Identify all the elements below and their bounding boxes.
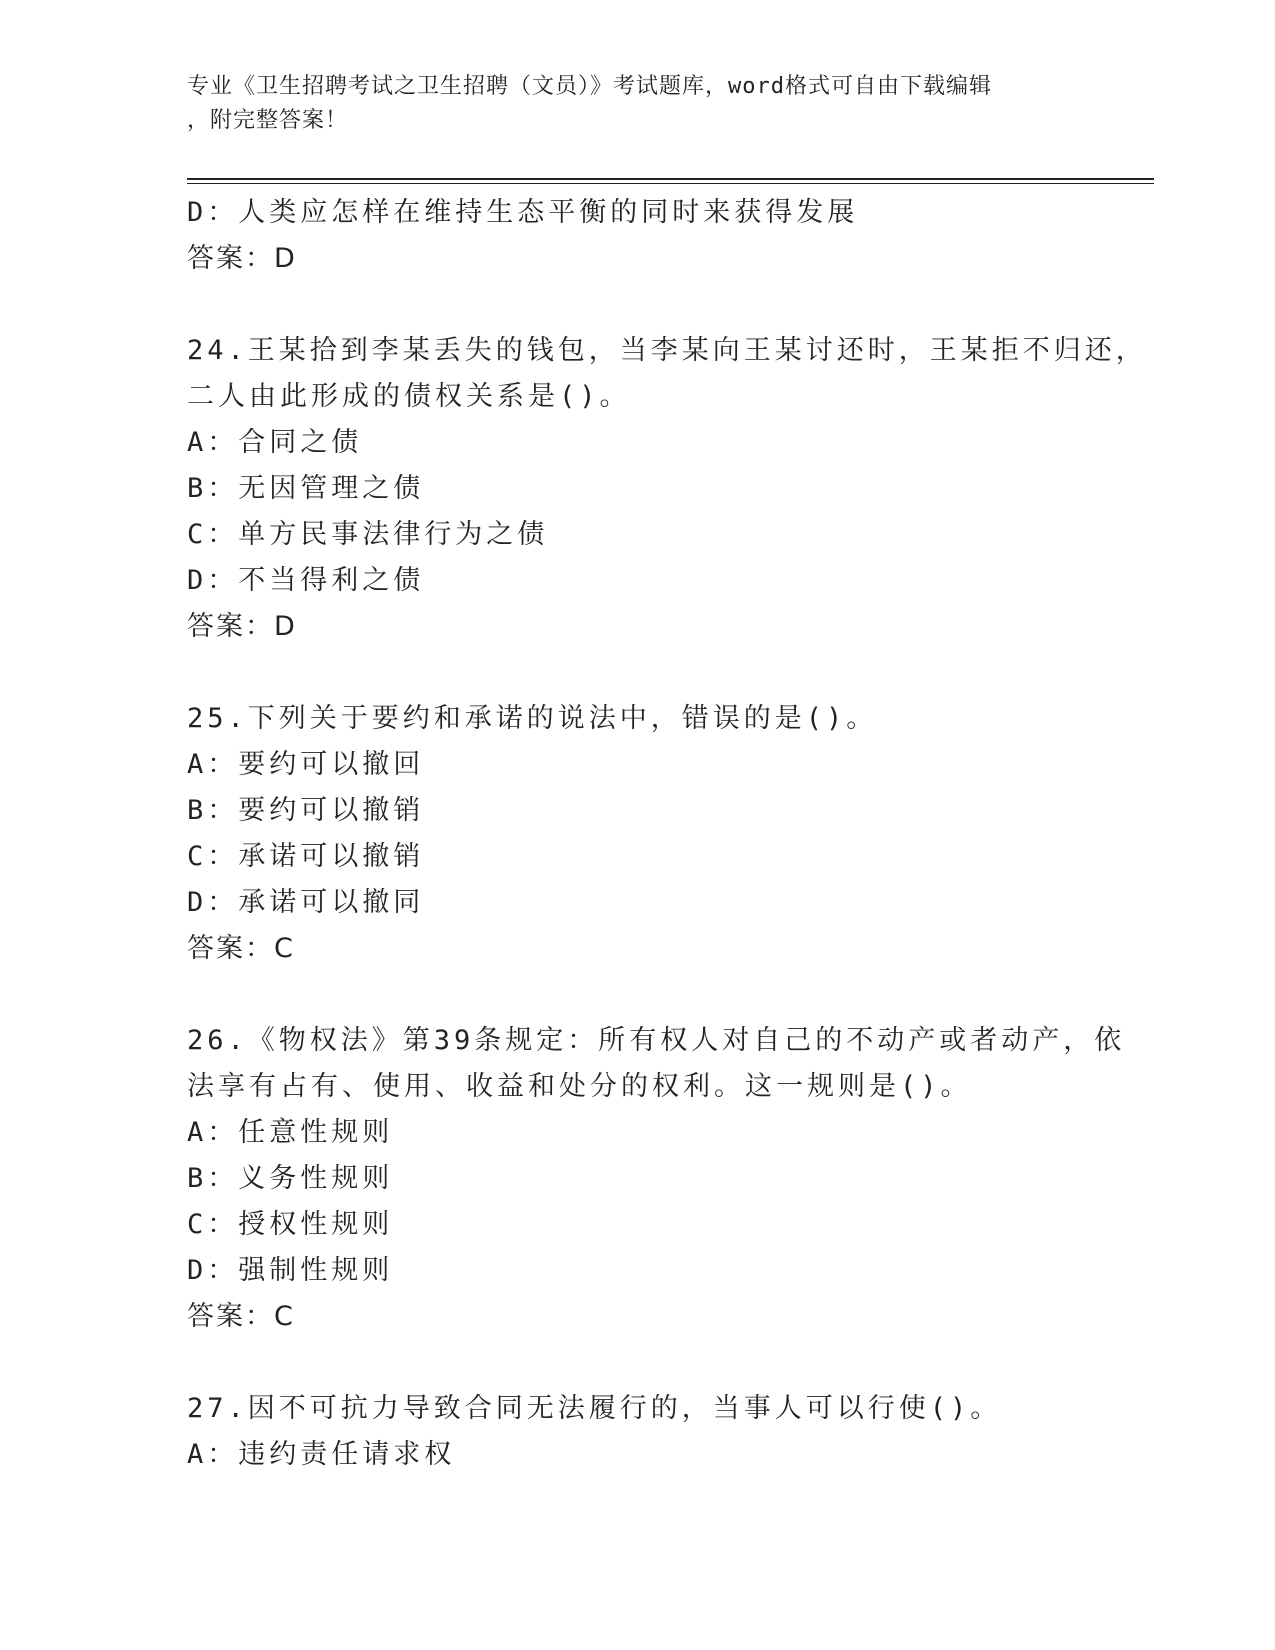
- option-d: D：不当得利之债: [187, 565, 425, 596]
- question-27: [187, 1386, 1137, 1478]
- option-b: B：要约可以撤销: [187, 795, 425, 826]
- option-c: C：承诺可以撤销: [187, 841, 425, 872]
- header-line-2: ，附完整答案！: [187, 108, 349, 133]
- question-stem-cont: 二人由此形成的债权关系是()。: [187, 381, 631, 412]
- answer-line: 答案：D: [187, 611, 297, 642]
- header-divider-thin: [187, 183, 1154, 184]
- question-stem: 25.下列关于要约和承诺的说法中，错误的是()。: [187, 703, 878, 734]
- header-divider-thick: [187, 178, 1154, 180]
- question-24: [187, 328, 1147, 650]
- option-a: A：违约责任请求权: [187, 1439, 456, 1470]
- answer-line: 答案：C: [187, 933, 295, 964]
- option-d: D：人类应怎样在维持生态平衡的同时来获得发展: [187, 197, 859, 228]
- option-c: C：授权性规则: [187, 1209, 394, 1240]
- option-a: A：任意性规则: [187, 1117, 394, 1148]
- option-d: D：承诺可以撤同: [187, 887, 425, 918]
- option-a: A：合同之债: [187, 427, 363, 458]
- question-stem: 26.《物权法》第39条规定：所有权人对自己的不动产或者动产，依: [187, 1025, 1126, 1056]
- question-stem: 24.王某拾到李某丢失的钱包，当李某向王某讨还时，王某拒不归还，: [187, 335, 1147, 366]
- question-25: [187, 696, 1137, 972]
- answer-line: 答案：C: [187, 1301, 295, 1332]
- option-b: B：义务性规则: [187, 1163, 394, 1194]
- question-26: [187, 1018, 1137, 1340]
- question-content: [187, 190, 1147, 1478]
- header-line-1: 专业《卫生招聘考试之卫生招聘（文员）》考试题库，word格式可自由下载编辑: [187, 74, 992, 99]
- option-c: C：单方民事法律行为之债: [187, 519, 549, 550]
- question-stem-cont: 法享有占有、使用、收益和处分的权利。这一规则是()。: [187, 1071, 972, 1102]
- option-d: D：强制性规则: [187, 1255, 394, 1286]
- option-b: B：无因管理之债: [187, 473, 425, 504]
- document-header: [187, 70, 1087, 138]
- answer-line: 答案：D: [187, 243, 297, 274]
- question-stem: 27.因不可抗力导致合同无法履行的，当事人可以行使()。: [187, 1393, 1002, 1424]
- option-a: A：要约可以撤回: [187, 749, 425, 780]
